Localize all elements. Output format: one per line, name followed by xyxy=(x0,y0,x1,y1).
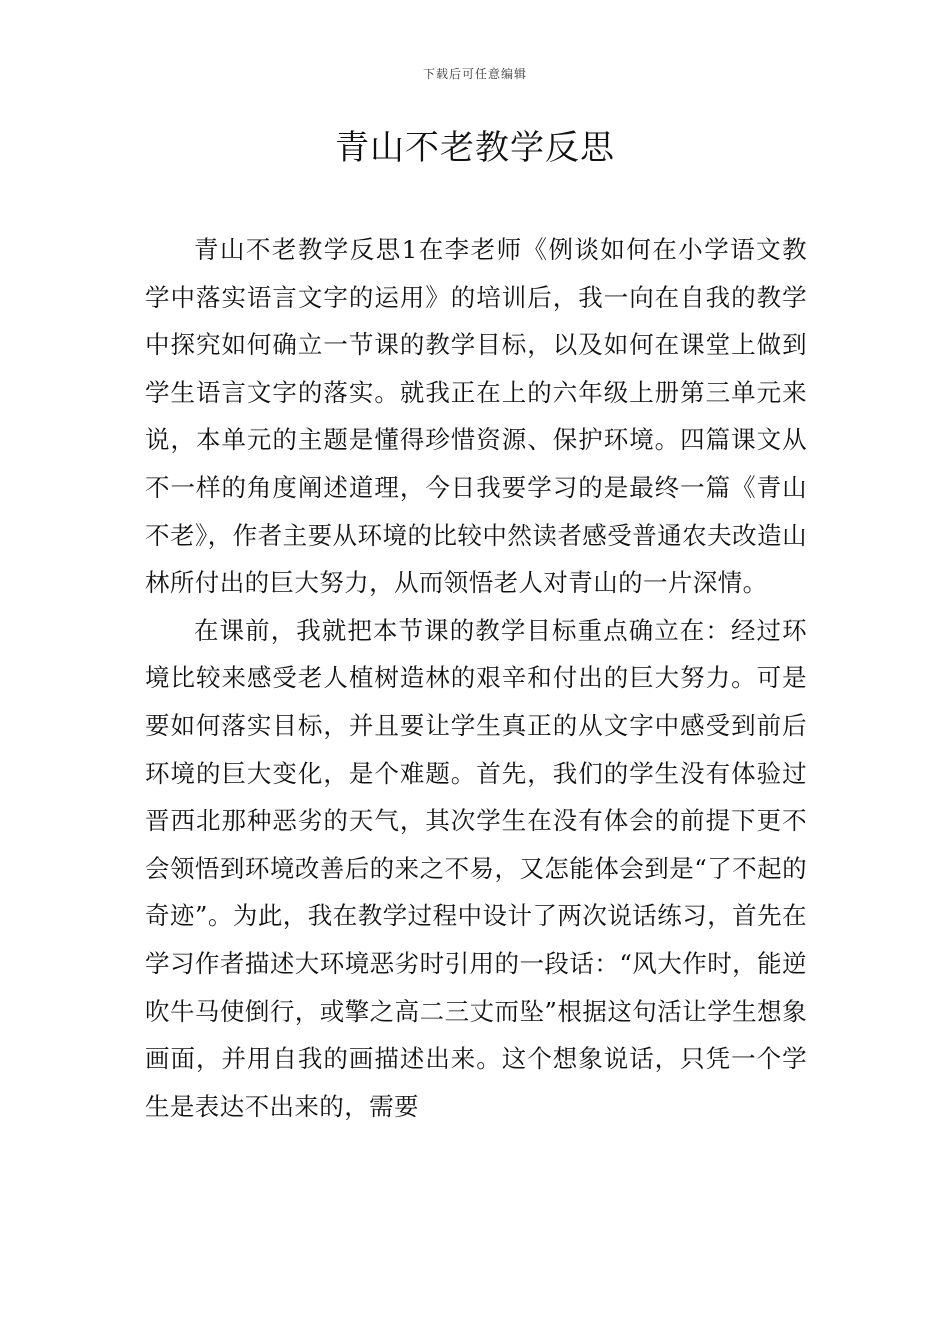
document-title: 青山不老教学反思 xyxy=(335,128,615,168)
paragraph-1: 青山不老教学反思1在李老师《例谈如何在小学语文教学中落实语言文字的运用》的培训后，我一向在自我的教学中探究如何确立一节课的教学目标，以及如何在课堂上做到学生语言文字的落实。就我正在上的六年级上册第三单元来说，本单元的主题是懂得珍惜资源、保护环境。四篇课文从不一样的角度阐述道理，今日我要学习的是最终一篇《青山不老》，作者主要从环境的比较中然读者感受普通农夫改造山林所付出的巨大努力，从而领悟老人对青山的一片深情。 xyxy=(145,235,807,598)
paragraph-2: 在课前，我就把本节课的教学目标重点确立在：经过环境比较来感受老人植树造林的艰辛和付出的巨大努力。可是要如何落实目标，并且要让学生真正的从文字中感受到前后环境的巨大变化，是个难题。首先，我们的学生没有体验过晋西北那种恶劣的天气，其次学生在没有体会的前提下更不会领悟到环境改善后的来之不易，又怎能体会到是“了不起的奇迹”。为此，我在教学过程中设计了两次说话练习，首先在学习作者描述大环境恶劣时引用的一段话：“风大作时，能逆吹牛马使倒行，或擎之高二三丈而坠”根据这句活让学生想象画面，并用自我的画描述出来。这个想象说话，只凭一个学生是表达不出来的，需要 xyxy=(145,615,807,1121)
header-note: 下载后可任意编辑 xyxy=(422,67,527,81)
document-body xyxy=(145,226,807,1130)
